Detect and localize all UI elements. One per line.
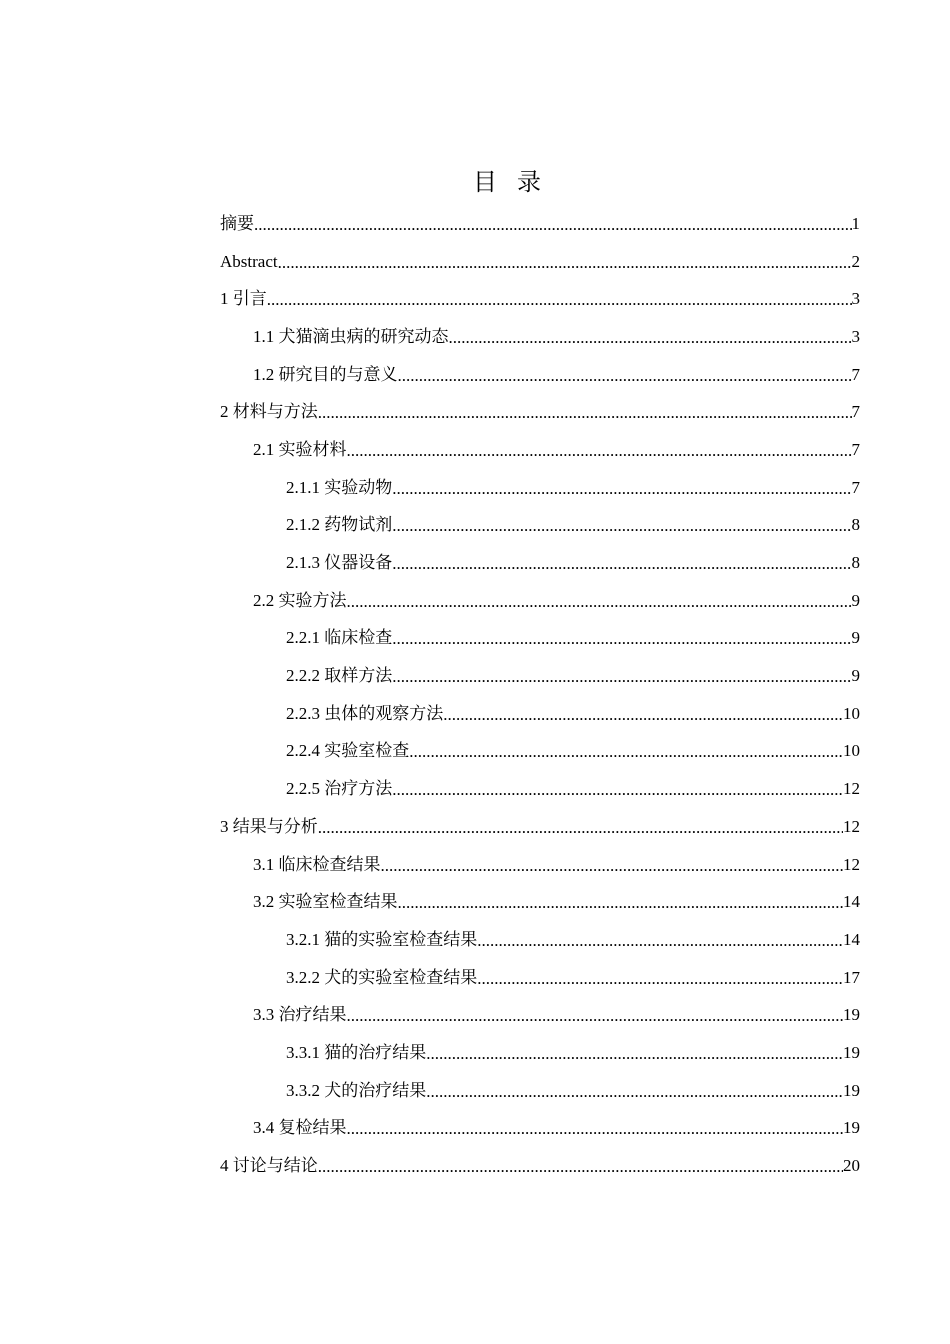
toc-entry[interactable] xyxy=(220,695,860,733)
dot-leader xyxy=(347,1119,844,1139)
toc-entry[interactable] xyxy=(220,883,860,921)
dot-leader xyxy=(392,516,851,536)
toc-entry-title: 2.2.4 实验室检查 xyxy=(286,741,410,761)
toc-entry-page-number: 7 xyxy=(851,402,860,422)
dot-leader xyxy=(278,253,852,273)
toc-entry-page-number: 14 xyxy=(843,892,860,912)
dot-leader xyxy=(426,1082,843,1102)
toc-entry-title: 摘要 xyxy=(220,213,254,233)
toc-entry-page-number: 17 xyxy=(843,967,860,987)
dot-leader xyxy=(318,818,843,838)
toc-entry-title: 2.1.3 仪器设备 xyxy=(286,553,393,573)
toc-entry-title: 2.2 实验方法 xyxy=(253,590,347,610)
toc-entry-page-number: 7 xyxy=(851,439,860,459)
toc-entry[interactable] xyxy=(220,582,860,620)
toc-entry[interactable] xyxy=(220,846,860,884)
dot-leader xyxy=(392,667,851,687)
dot-leader xyxy=(318,1157,843,1177)
toc-entry-page-number: 8 xyxy=(851,553,860,573)
toc-entry[interactable] xyxy=(220,996,860,1034)
toc-entry-page-number: 9 xyxy=(851,590,860,610)
toc-entry[interactable] xyxy=(220,507,860,545)
toc-entry-title: 1 引言 xyxy=(220,289,267,309)
toc-entry-title: 3.3.1 猫的治疗结果 xyxy=(286,1042,427,1062)
dot-leader xyxy=(267,290,852,310)
toc-entry[interactable] xyxy=(220,657,860,695)
dot-leader xyxy=(409,742,843,762)
toc-entry-title: 2.2.2 取样方法 xyxy=(286,666,393,686)
dot-leader xyxy=(392,479,851,499)
dot-leader xyxy=(449,328,852,348)
toc-entry-page-number: 7 xyxy=(851,364,860,384)
toc-entry[interactable] xyxy=(220,959,860,997)
toc-entry[interactable] xyxy=(220,620,860,658)
toc-entry[interactable] xyxy=(220,280,860,318)
toc-entry-page-number: 8 xyxy=(851,515,860,535)
toc-entry[interactable] xyxy=(220,318,860,356)
toc-entry-title: 2.2.1 临床检查 xyxy=(286,628,393,648)
dot-leader xyxy=(398,366,852,386)
toc-entry-title: 2.2.5 治疗方法 xyxy=(286,779,393,799)
toc-entry[interactable] xyxy=(220,356,860,394)
toc-entry-title: 2.1 实验材料 xyxy=(253,439,347,459)
toc-entry-page-number: 12 xyxy=(843,816,860,836)
toc-entry-title: 2.2.3 虫体的观察方法 xyxy=(286,703,444,723)
toc-entry[interactable] xyxy=(220,544,860,582)
toc-entry[interactable] xyxy=(220,243,860,281)
toc-entry-title: 3.3 治疗结果 xyxy=(253,1005,347,1025)
toc-entry-page-number: 12 xyxy=(843,854,860,874)
toc-entry-title: 4 讨论与结论 xyxy=(220,1156,318,1176)
toc-entry-page-number: 10 xyxy=(843,703,860,723)
dot-leader xyxy=(392,780,843,800)
toc-entry-page-number: 19 xyxy=(843,1080,860,1100)
toc-entry-title: 3.2.2 犬的实验室检查结果 xyxy=(286,967,478,987)
toc-entry-page-number: 19 xyxy=(843,1042,860,1062)
toc-entry-page-number: 14 xyxy=(843,929,860,949)
toc-entry[interactable] xyxy=(220,431,860,469)
toc-entry[interactable] xyxy=(220,770,860,808)
toc-entry-title: 2 材料与方法 xyxy=(220,402,318,422)
toc-entry-page-number: 20 xyxy=(843,1156,860,1176)
toc-entry[interactable] xyxy=(220,921,860,959)
toc-entry[interactable] xyxy=(220,1147,860,1185)
toc-entry-title: 3.3.2 犬的治疗结果 xyxy=(286,1080,427,1100)
toc-entry-title: 1.2 研究目的与意义 xyxy=(253,364,398,384)
toc-entry-title: 3.4 复检结果 xyxy=(253,1118,347,1138)
toc-entry[interactable] xyxy=(220,808,860,846)
toc-entry[interactable] xyxy=(220,393,860,431)
toc-entry-title: 3.1 临床检查结果 xyxy=(253,854,381,874)
dot-leader xyxy=(347,592,852,612)
toc-entry[interactable] xyxy=(220,1072,860,1110)
dot-leader xyxy=(318,403,852,423)
dot-leader xyxy=(398,893,844,913)
toc-entry-title: 2.1.1 实验动物 xyxy=(286,477,393,497)
toc-entry-title: 3.2 实验室检查结果 xyxy=(253,892,398,912)
dot-leader xyxy=(347,1006,844,1026)
toc-entry[interactable] xyxy=(220,469,860,507)
toc-entry-page-number: 19 xyxy=(843,1118,860,1138)
toc-entry-page-number: 9 xyxy=(851,628,860,648)
toc-entry-page-number: 12 xyxy=(843,779,860,799)
dot-leader xyxy=(392,554,851,574)
dot-leader xyxy=(392,629,851,649)
toc-entry-title: 1.1 犬猫滴虫病的研究动态 xyxy=(253,326,449,346)
toc-entry-title: 3 结果与分析 xyxy=(220,816,318,836)
toc-entry-page-number: 9 xyxy=(851,666,860,686)
toc-title: 目录 xyxy=(473,168,561,196)
toc-entry-title: Abstract xyxy=(220,251,278,271)
dot-leader xyxy=(381,856,844,876)
dot-leader xyxy=(426,1044,843,1064)
table-of-contents xyxy=(220,205,860,1185)
toc-entry-page-number: 19 xyxy=(843,1005,860,1025)
toc-entry-title: 2.1.2 药物试剂 xyxy=(286,515,393,535)
toc-entry[interactable] xyxy=(220,1034,860,1072)
toc-entry-page-number: 10 xyxy=(843,741,860,761)
dot-leader xyxy=(254,215,852,235)
toc-entry-page-number: 7 xyxy=(851,477,860,497)
toc-entry-page-number: 2 xyxy=(851,251,860,271)
toc-entry[interactable] xyxy=(220,205,860,243)
toc-entry-page-number: 3 xyxy=(851,289,860,309)
toc-entry-page-number: 1 xyxy=(851,213,860,233)
dot-leader xyxy=(477,931,843,951)
toc-entry[interactable] xyxy=(220,733,860,771)
toc-entry[interactable] xyxy=(220,1110,860,1148)
toc-entry-page-number: 3 xyxy=(851,326,860,346)
dot-leader xyxy=(443,705,843,725)
dot-leader xyxy=(477,969,843,989)
dot-leader xyxy=(347,441,852,461)
toc-entry-title: 3.2.1 猫的实验室检查结果 xyxy=(286,929,478,949)
